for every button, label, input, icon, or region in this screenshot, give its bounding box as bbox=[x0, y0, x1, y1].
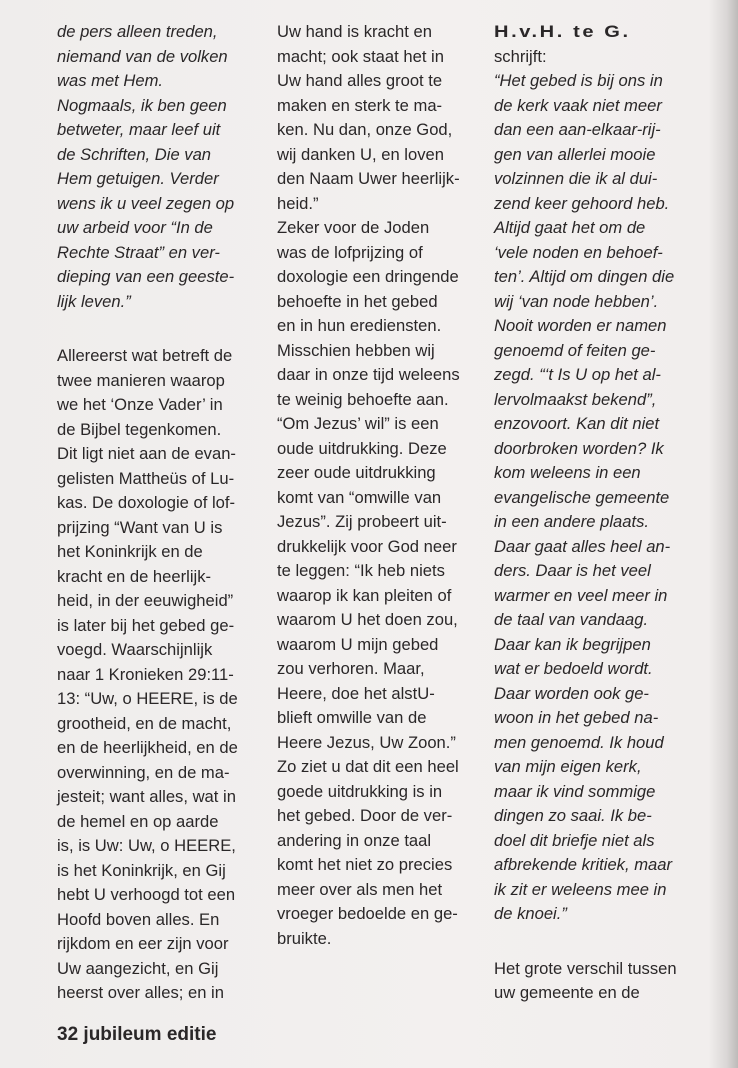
text-line: te weinig behoefte aan. bbox=[277, 389, 449, 409]
text-line: overwinning, en de ma- bbox=[57, 762, 230, 782]
text-line: ders. Daar is het veel bbox=[494, 561, 651, 580]
letter-heading: H.v.H. te G. bbox=[494, 22, 631, 41]
text-line: komt het niet zo precies bbox=[277, 855, 453, 874]
text-line: men genoemd. Ik houd bbox=[494, 732, 664, 752]
text-line: kom weleens in een bbox=[494, 463, 641, 482]
letter-intro: schrijft: bbox=[494, 46, 547, 66]
text-line: drukkelijk voor God neer bbox=[277, 536, 457, 556]
text-line: evangelische gemeente bbox=[494, 487, 670, 507]
text-line: te leggen: “Ik heb niets bbox=[277, 561, 445, 580]
text-line: Misschien hebben wij bbox=[277, 340, 435, 360]
text-line: Hoofd boven alles. En bbox=[57, 909, 220, 929]
text-line: Heere, doe het alstU- bbox=[277, 683, 435, 703]
text-line: “Het gebed is bij ons in bbox=[494, 71, 663, 90]
quote-paragraph bbox=[57, 20, 238, 314]
text-line: het Koninkrijk en de bbox=[57, 542, 203, 561]
text-line: gen van allerlei mooie bbox=[494, 144, 656, 164]
text-line: volzinnen die ik al dui- bbox=[494, 169, 658, 188]
text-line: goede uitdrukking is in bbox=[277, 781, 443, 801]
text-line: was de lofprijzing of bbox=[277, 242, 423, 262]
text-line: Nooit worden er namen bbox=[494, 316, 667, 335]
text-line: lijk leven.” bbox=[57, 291, 131, 311]
text-line: Uw aangezicht, en Gij bbox=[57, 958, 219, 978]
column-3 bbox=[494, 20, 677, 1006]
text-line: en de heerlijkheid, en de bbox=[57, 738, 238, 757]
text-line: enzovoort. Kan dit niet bbox=[494, 414, 660, 433]
text-line: ken. Nu dan, onze God, bbox=[277, 120, 453, 139]
text-line: was met Hem. bbox=[57, 71, 164, 90]
text-line: Allereerst wat betreft de bbox=[57, 346, 233, 365]
text-line: maar ik vind sommige bbox=[494, 781, 656, 801]
text-line: Hem getuigen. Verder bbox=[57, 169, 219, 188]
text-line: heid.” bbox=[277, 193, 319, 213]
text-line: wens ik u veel zegen op bbox=[57, 193, 235, 213]
text-line: gelisten Mattheüs of Lu- bbox=[57, 468, 235, 488]
text-line: oude uitdrukking. Deze bbox=[277, 438, 447, 458]
text-line: meer over als men het bbox=[277, 879, 443, 899]
text-line: dieping van een geeste- bbox=[57, 267, 235, 286]
text-line: zegd. “‘t Is U op het al- bbox=[494, 365, 661, 384]
text-line: de pers alleen treden, bbox=[57, 22, 218, 41]
text-line: naar 1 Kronieken 29:11- bbox=[57, 664, 234, 684]
text-line: voegd. Waarschijnlijk bbox=[57, 640, 213, 659]
text-line: is later bij het gebed ge- bbox=[57, 615, 235, 635]
text-line: wij danken U, en loven bbox=[277, 144, 444, 164]
text-line: in een andere plaats. bbox=[494, 512, 649, 531]
text-line: we het ‘Onze Vader’ in bbox=[57, 395, 223, 414]
text-line: dingen zo saai. Ik be- bbox=[494, 806, 652, 825]
text-line: wij ‘van node hebben’. bbox=[494, 291, 659, 311]
text-line: Uw hand alles groot te bbox=[277, 71, 443, 90]
text-line: blieft omwille van de bbox=[277, 708, 427, 727]
text-line: afbrekende kritiek, maar bbox=[494, 855, 673, 874]
text-line: jesteit; want alles, wat in bbox=[57, 787, 236, 806]
text-line: bruikte. bbox=[277, 928, 332, 948]
quote-paragraph bbox=[494, 69, 677, 927]
column-1 bbox=[57, 20, 238, 1006]
text-line: kas. De doxologie of lof- bbox=[57, 493, 236, 512]
text-line: zend keer gehoord heb. bbox=[494, 193, 670, 213]
text-line: Het grote verschil tussen bbox=[494, 958, 677, 978]
body-paragraph bbox=[494, 957, 677, 1006]
text-line: Daar gaat alles heel an- bbox=[494, 536, 671, 556]
text-line: waarop ik kan pleiten of bbox=[277, 585, 452, 605]
text-line: macht; ook staat het in bbox=[277, 46, 444, 66]
text-line: de Bijbel tegenkomen. bbox=[57, 419, 222, 439]
text-line: Jezus”. Zij probeert uit- bbox=[277, 512, 447, 531]
body-paragraph bbox=[277, 20, 460, 951]
text-line: Dit ligt niet aan de evan- bbox=[57, 444, 236, 463]
text-line: is, is Uw: Uw, o HEERE, bbox=[57, 836, 236, 855]
text-line: ten’. Altijd om dingen die bbox=[494, 267, 675, 286]
text-line: Heere Jezus, Uw Zoon.” bbox=[277, 732, 456, 752]
text-line: de Schriften, Die van bbox=[57, 144, 212, 164]
text-line: heid, in der eeuwigheid” bbox=[57, 591, 234, 610]
text-line: niemand van de volken bbox=[57, 46, 228, 66]
text-line: zou verhoren. Maar, bbox=[277, 659, 425, 678]
text-line: doxologie een dringende bbox=[277, 267, 459, 286]
text-line: Zeker voor de Joden bbox=[277, 218, 430, 237]
text-line: lervolmaakst bekend”, bbox=[494, 389, 657, 409]
text-line: “Om Jezus’ wil” is een bbox=[277, 414, 439, 433]
text-line: uw arbeid voor “In de bbox=[57, 218, 213, 237]
text-line: heerst over alles; en in bbox=[57, 983, 224, 1002]
text-line: Altijd gaat het om de bbox=[494, 218, 646, 237]
text-line: daar in onze tijd weleens bbox=[277, 365, 460, 384]
text-line: genoemd of feiten ge- bbox=[494, 340, 656, 360]
text-line: Daar worden ook ge- bbox=[494, 683, 649, 703]
text-line: doorbroken worden? Ik bbox=[494, 438, 664, 458]
text-line: twee manieren waarop bbox=[57, 370, 225, 390]
text-line: zeer oude uitdrukking bbox=[277, 463, 436, 482]
text-line: Nogmaals, ik ben geen bbox=[57, 95, 227, 115]
text-line: waarom U mijn gebed bbox=[277, 634, 439, 654]
text-line: de hemel en op aarde bbox=[57, 811, 219, 831]
text-line: de knoei.” bbox=[494, 904, 567, 923]
text-line: Daar kan ik begrijpen bbox=[494, 634, 651, 654]
text-line: Rechte Straat” en ver- bbox=[57, 242, 220, 262]
text-line: grootheid, en de macht, bbox=[57, 713, 232, 733]
text-line: behoefte in het gebed bbox=[277, 291, 438, 311]
text-line: van mijn eigen kerk, bbox=[494, 757, 642, 776]
text-line: 13: “Uw, o HEERE, is de bbox=[57, 689, 238, 708]
text-line: woon in het gebed na- bbox=[494, 708, 659, 727]
text-line: de kerk vaak niet meer bbox=[494, 95, 662, 115]
text-line: rijkdom en eer zijn voor bbox=[57, 934, 229, 953]
text-line: den Naam Uwer heerlijk- bbox=[277, 169, 460, 188]
text-line: vroeger bedoelde en ge- bbox=[277, 904, 458, 923]
text-line: maken en sterk te ma- bbox=[277, 95, 443, 115]
text-line: ik zit er weleens mee in bbox=[494, 879, 667, 899]
page-number: 32 bbox=[57, 1024, 79, 1045]
text-line: ‘vele noden en behoef- bbox=[494, 242, 663, 262]
text-line: is het Koninkrijk, en Gij bbox=[57, 860, 226, 880]
text-line: dan een aan-elkaar-rij- bbox=[494, 120, 661, 139]
text-line: uw gemeente en de bbox=[494, 983, 640, 1002]
text-line: waarom U het doen zou, bbox=[277, 610, 458, 629]
text-line: warmer en veel meer in bbox=[494, 585, 668, 605]
text-line: doel dit briefje niet als bbox=[494, 830, 655, 850]
text-line: Uw hand is kracht en bbox=[277, 22, 432, 41]
text-line: wat er bedoeld wordt. bbox=[494, 659, 653, 678]
column-2 bbox=[277, 20, 460, 951]
text-line: hebt U verhoogd tot een bbox=[57, 885, 236, 904]
text-line: prijzing “Want van U is bbox=[57, 517, 223, 537]
text-line: komt van “omwille van bbox=[277, 487, 442, 507]
text-line: Zo ziet u dat dit een heel bbox=[277, 757, 459, 776]
page-footer bbox=[57, 1024, 216, 1046]
text-line: andering in onze taal bbox=[277, 830, 432, 850]
text-line: de taal van vandaag. bbox=[494, 610, 649, 629]
text-line: het gebed. Door de ver- bbox=[277, 806, 453, 825]
text-line: betweter, maar leef uit bbox=[57, 120, 221, 139]
text-line: kracht en de heerlijk- bbox=[57, 566, 212, 586]
publication-label: jubileum editie bbox=[83, 1024, 217, 1045]
text-line: en in hun erediensten. bbox=[277, 316, 442, 335]
body-paragraph bbox=[57, 344, 238, 1006]
